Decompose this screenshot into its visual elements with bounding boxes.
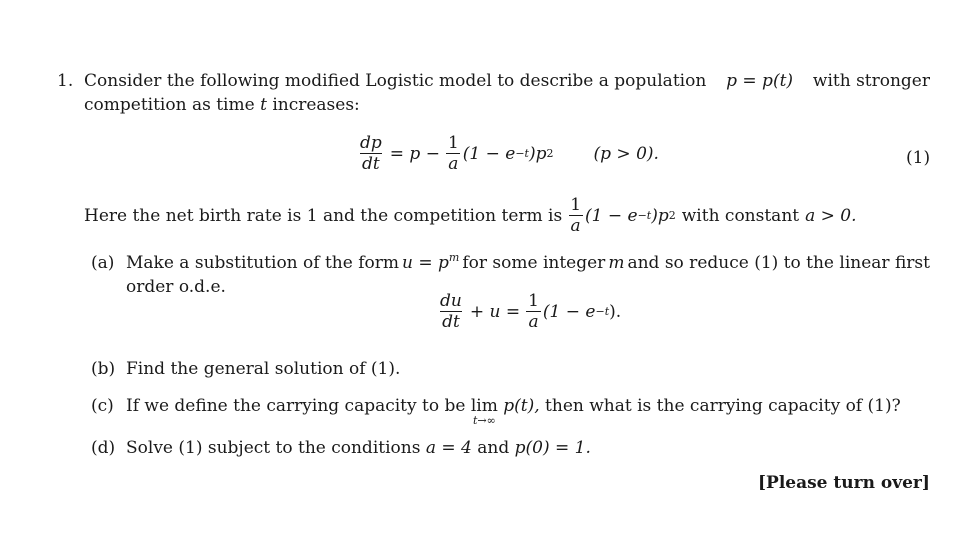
du-dt-fraction: $\frac{du}{dt}$ xyxy=(440,291,462,332)
one-over-a-fraction: $\frac{1}{a}$ xyxy=(447,133,459,174)
part-b-label: (b) xyxy=(91,359,116,379)
dp-dt-fraction: $\frac{dp}{dt}$ xyxy=(360,133,382,174)
eq2-one-over-a-fraction: $\frac{1}{a}$ xyxy=(528,291,539,332)
intro-text: Consider the following modified Logistic model to describe a population xyxy=(84,71,707,91)
part-a-line2: order o.d.e. xyxy=(126,277,226,297)
question-number: 1. xyxy=(57,71,74,91)
question-intro-line1 xyxy=(84,69,930,93)
competition-fraction: $\frac{1}{a}$ xyxy=(570,195,582,236)
part-d-label: (d) xyxy=(91,438,116,458)
intro-population-expr: p = p(t) xyxy=(726,71,794,91)
limit-expression: lim t→∞ xyxy=(470,396,498,427)
part-b-text: Find the general solution of (1). xyxy=(126,359,401,379)
part-d-text: Solve (1) subject to the conditions a = 4 and p(0) = 1. xyxy=(126,438,591,458)
part-c-label: (c) xyxy=(91,396,114,416)
equation-1-tag: (1) xyxy=(906,148,931,168)
equation-1-condition: (p > 0). xyxy=(593,143,659,164)
intro-text-end: with stronger xyxy=(812,71,930,91)
question-intro-line2: competition as time t increases: xyxy=(84,95,360,115)
equation-2: $\frac{du}{dt}$ + u = $\frac{1}{a}$ (1 − e −t ). xyxy=(440,291,622,332)
part-c-text: If we define the carrying capacity to be lim t→∞ p(t), then what is the carrying capacity of (1)? xyxy=(126,396,901,427)
please-turn-over: [Please turn over] xyxy=(758,473,930,493)
part-a-label: (a) xyxy=(91,253,115,273)
here-statement: Here the net birth rate is 1 and the competition term is $\frac{1}{a}$ (1 − e −t )p 2 with constant a > 0. xyxy=(84,195,857,236)
part-a-line1: Make a substitution of the form $u = p^m$ for some integer m and so reduce (1) to the linear first xyxy=(126,251,930,273)
equation-1: $\frac{dp}{dt}$ = p − $\frac{1}{a}$ (1 − e −t )p 2 (p > 0). xyxy=(360,133,659,174)
